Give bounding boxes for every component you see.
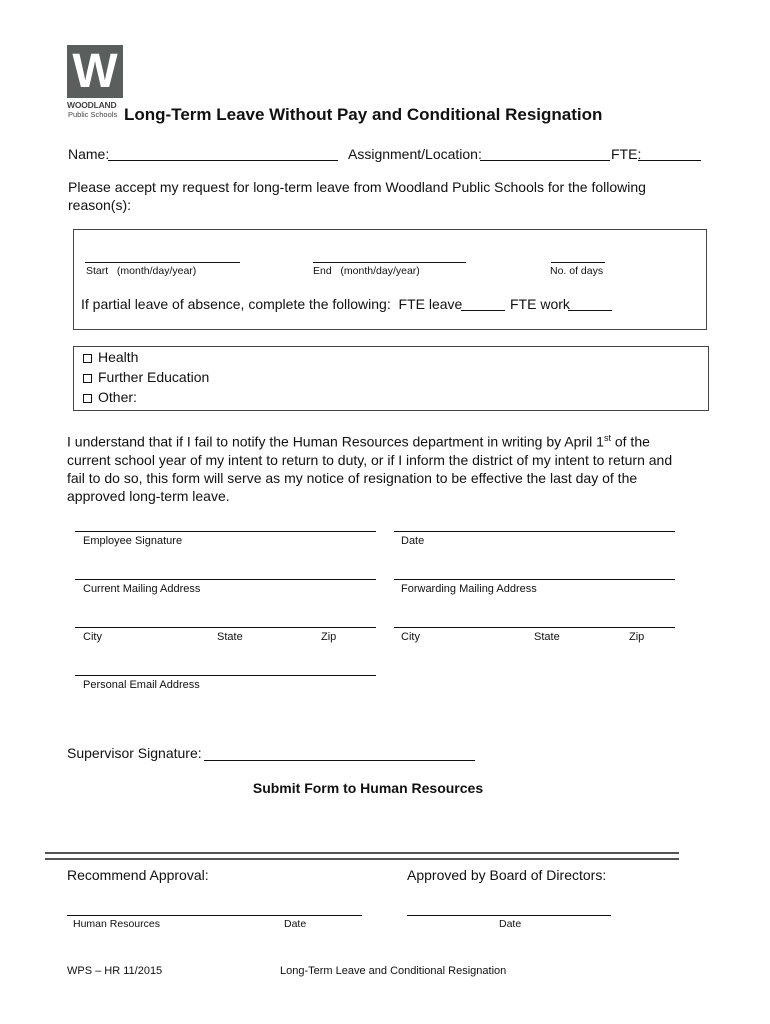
date-label: Date	[401, 535, 425, 547]
fte-work-label: FTE work	[510, 296, 570, 312]
fte-leave-field[interactable]	[461, 310, 505, 311]
fte-work-field[interactable]	[568, 310, 612, 311]
current-address-label: Current Mailing Address	[83, 583, 201, 595]
leave-dates-box	[73, 229, 707, 330]
name-field[interactable]	[108, 160, 338, 161]
checkbox-icon[interactable]	[83, 374, 92, 383]
forwarding-address-line[interactable]	[394, 579, 675, 580]
footer-code: WPS – HR 11/2015	[67, 965, 163, 977]
notice-paragraph	[67, 429, 675, 505]
city-label-right: City	[401, 631, 420, 643]
checkbox-icon[interactable]	[83, 394, 92, 403]
board-date-label: Date	[499, 918, 522, 930]
end-date-field[interactable]	[313, 262, 466, 263]
days-label: No. of days	[550, 265, 604, 277]
reason-health-label: Health	[98, 349, 139, 365]
board-approval-label: Approved by Board of Directors:	[407, 867, 607, 883]
reason-other[interactable]	[83, 389, 137, 405]
board-signature-line[interactable]	[407, 915, 611, 916]
assignment-label: Assignment/Location:	[348, 146, 482, 162]
notice-superscript: st	[603, 433, 611, 443]
state-label-left: State	[217, 631, 243, 643]
section-divider	[45, 852, 679, 860]
assignment-field[interactable]	[480, 160, 610, 161]
name-label: Name:	[68, 146, 110, 162]
form-title: Long-Term Leave Without Pay and Conditional Resignation	[124, 105, 603, 124]
current-address-line[interactable]	[75, 579, 376, 580]
zip-label-left: Zip	[321, 631, 337, 643]
city-state-zip-line-left[interactable]	[75, 627, 376, 628]
checkbox-icon[interactable]	[83, 354, 92, 363]
hr-signature-line[interactable]	[67, 915, 362, 916]
employee-signature-label: Employee Signature	[83, 535, 183, 547]
email-label: Personal Email Address	[83, 679, 200, 691]
logo-letter: W	[72, 44, 118, 98]
reason-further-education[interactable]	[83, 369, 209, 385]
logo-text-public-schools: Public Schools	[68, 110, 118, 119]
supervisor-signature-label: Supervisor Signature:	[67, 745, 202, 761]
intro-line-1: Please accept my request for long-term leave from Woodland Public Schools for the following	[68, 179, 646, 195]
reason-health[interactable]	[83, 349, 138, 365]
logo-text-woodland: WOODLAND	[67, 100, 117, 110]
state-label-right: State	[534, 631, 560, 643]
start-date-label: Start (month/day/year)	[86, 265, 197, 277]
days-field[interactable]	[551, 262, 605, 263]
recommend-approval-label: Recommend Approval:	[67, 867, 209, 883]
hr-label: Human Resources	[73, 918, 160, 930]
supervisor-signature-field[interactable]	[204, 760, 475, 761]
partial-leave-text: If partial leave of absence, complete the following: FTE leave	[81, 296, 463, 312]
fte-field[interactable]	[638, 160, 701, 161]
email-line[interactable]	[75, 675, 376, 676]
notice-part-1: I understand that if I fail to notify the Human Resources department in writing by April 1	[67, 433, 604, 450]
reason-other-label: Other:	[98, 389, 137, 405]
hr-date-label: Date	[284, 918, 307, 930]
employee-signature-line[interactable]	[75, 531, 376, 532]
submit-instruction: Submit Form to Human Resources	[252, 780, 484, 796]
woodland-logo	[67, 45, 123, 98]
end-date-label: End (month/day/year)	[313, 265, 420, 277]
city-state-zip-line-right[interactable]	[394, 627, 675, 628]
city-label-left: City	[83, 631, 102, 643]
forwarding-address-label: Forwarding Mailing Address	[401, 583, 537, 595]
zip-label-right: Zip	[629, 631, 645, 643]
date-line[interactable]	[394, 531, 675, 532]
notice-part-2: of the current school year of my intent to return to duty, or if I inform the district of my intent to return and fail to do so, this form will serve as my notice of resignation to be effective the last day of the approved long-term leave.	[67, 433, 673, 504]
footer-form-name: Long-Term Leave and Conditional Resignation	[280, 965, 507, 977]
fte-label: FTE:	[611, 146, 642, 162]
reason-education-label: Further Education	[98, 369, 210, 385]
intro-line-2: reason(s):	[68, 197, 132, 213]
start-date-field[interactable]	[85, 262, 240, 263]
